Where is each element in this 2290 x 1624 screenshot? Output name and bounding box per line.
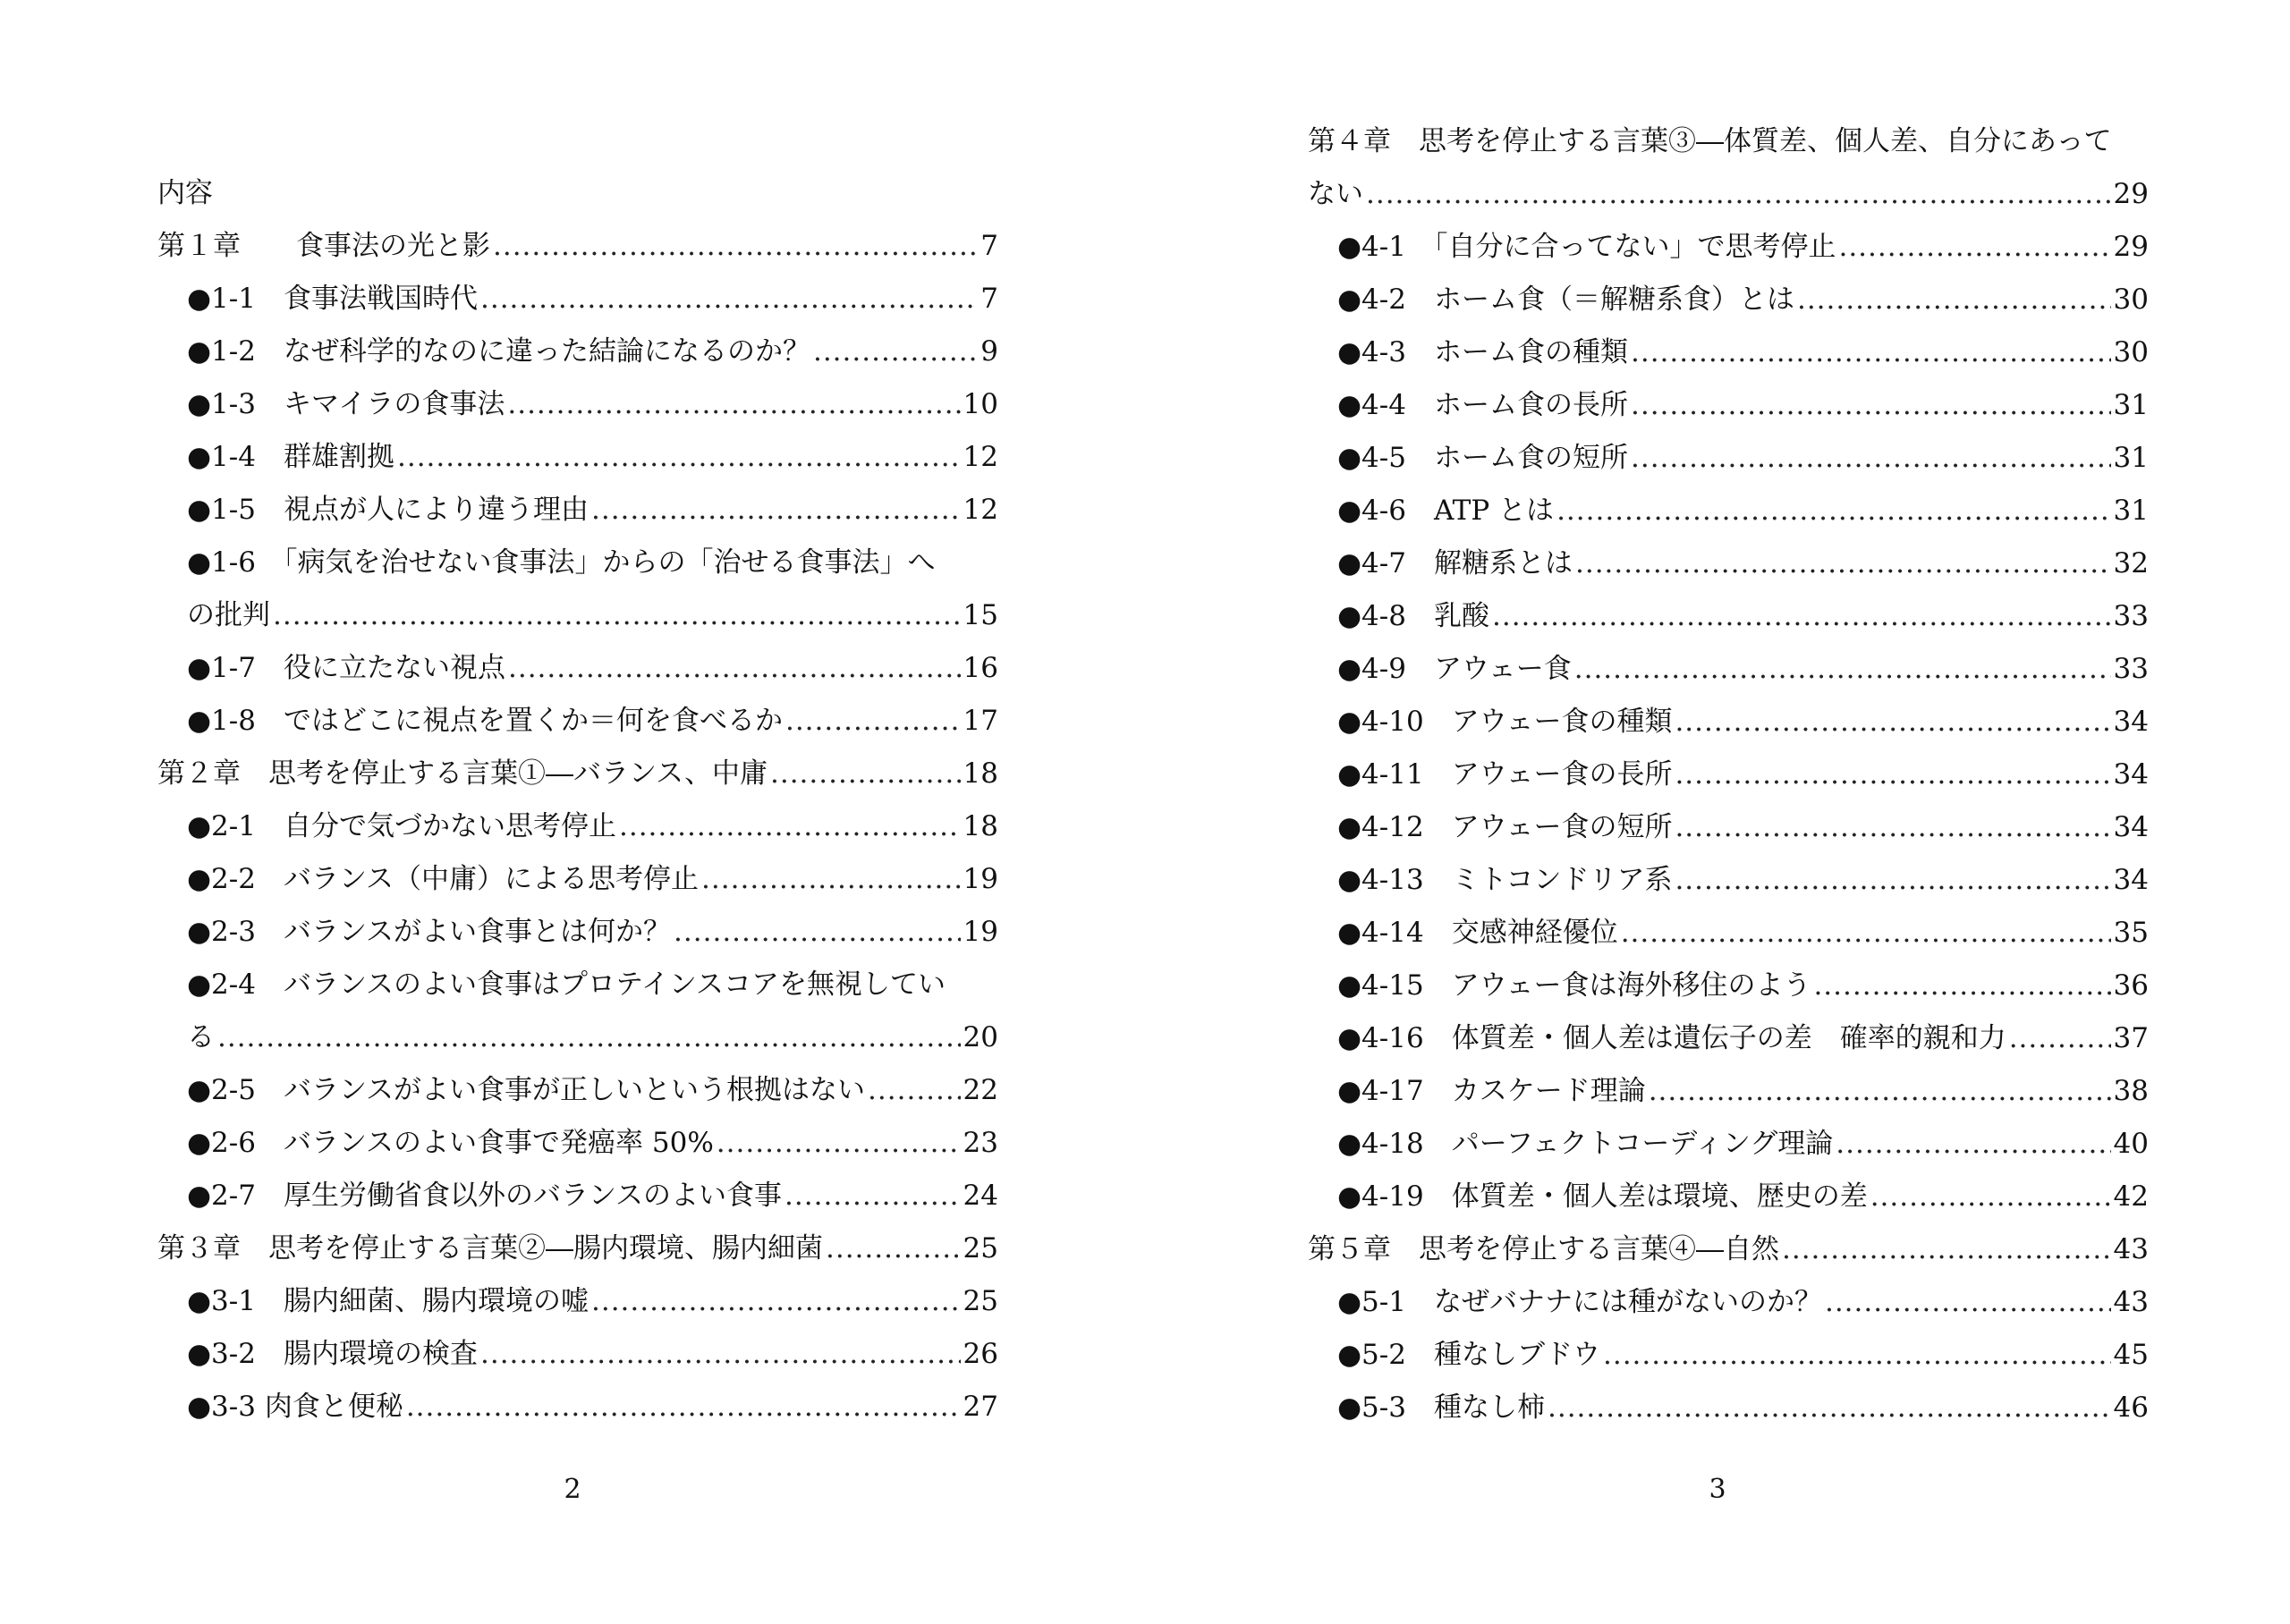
toc-entry-text: ●4-13 ミトコンドリア系 xyxy=(1337,864,1673,896)
toc-section-row[interactable] xyxy=(157,1011,998,1064)
dot-leader xyxy=(217,1011,961,1064)
toc-page-number: 27 xyxy=(963,1391,998,1423)
toc-section-row[interactable] xyxy=(1308,1382,2149,1434)
dot-leader xyxy=(1631,326,2111,379)
toc-page-number: 15 xyxy=(963,599,998,631)
dot-leader xyxy=(1797,274,2111,326)
toc-page-number: 33 xyxy=(2113,653,2149,685)
toc-page-number: 37 xyxy=(2113,1022,2149,1054)
dot-leader xyxy=(1870,1171,2111,1223)
toc-page-number: 19 xyxy=(963,916,998,948)
toc-entry-text: ●4-16 体質差・個人差は遺伝子の差 確率的親和力 xyxy=(1337,1022,2006,1054)
toc-section-row[interactable] xyxy=(157,1275,998,1328)
toc-entry-title[interactable]: 第４章 思考を停止する言葉③―体質差、個人差、自分にあって xyxy=(1308,125,2112,157)
toc-page-number: 34 xyxy=(2113,758,2149,791)
dot-leader xyxy=(480,273,978,326)
toc-page-number: 26 xyxy=(963,1338,998,1370)
dot-leader xyxy=(1492,590,2111,643)
dot-leader xyxy=(717,1117,961,1170)
dot-leader xyxy=(674,906,961,959)
toc-page-number: 19 xyxy=(963,863,998,895)
toc-page-number: 34 xyxy=(2113,706,2149,738)
dot-leader xyxy=(1366,168,2111,221)
toc-entry-text: ●4-2 ホーム食（＝解糖系食）とは xyxy=(1337,283,1794,316)
toc-section-row[interactable] xyxy=(1308,907,2149,960)
toc-entry-text: ●1-3 キマイラの食事法 xyxy=(187,388,505,420)
toc-entry-text: ●4-11 アウェー食の長所 xyxy=(1337,758,1673,791)
toc-entry-text: ●1-7 役に立たない視点 xyxy=(187,652,505,684)
toc-entry-text: 第３章 思考を停止する言葉②―腸内環境、腸内細菌 xyxy=(157,1232,823,1265)
toc-section-row[interactable] xyxy=(1308,1065,2149,1118)
toc-chapter-row[interactable] xyxy=(157,748,998,800)
page-number-left: 2 xyxy=(564,1474,581,1505)
toc-entry-text: ●4-4 ホーム食の長所 xyxy=(1337,389,1628,421)
toc-page-number: 29 xyxy=(2113,178,2149,210)
toc-entry-text: ●5-1 なぜバナナには種がないのか？ xyxy=(1337,1286,1822,1318)
toc-page-number: 25 xyxy=(963,1285,998,1317)
toc-section-row[interactable] xyxy=(157,695,998,748)
dot-leader xyxy=(1649,1065,2111,1118)
toc-entry-text: ●4-9 アウェー食 xyxy=(1337,653,1572,685)
toc-entry-text: ●2-6 バランスのよい食事で発癌率 50% xyxy=(187,1127,714,1159)
toc-page-number: 30 xyxy=(2113,336,2149,368)
toc-page-number: 43 xyxy=(2113,1233,2149,1265)
toc-entry-text: る xyxy=(187,1021,215,1053)
toc-entry-text: ●2-5 バランスがよい食事が正しいという根拠はない xyxy=(187,1074,866,1106)
toc-page-number: 30 xyxy=(2113,283,2149,316)
toc-section-row[interactable] xyxy=(1308,854,2149,907)
toc-page-number: 10 xyxy=(963,388,998,420)
toc-page-number: 34 xyxy=(2113,864,2149,896)
dot-leader xyxy=(591,1275,961,1328)
toc-page-number: 7 xyxy=(980,230,998,262)
toc-entry-text: 第１章 食事法の光と影 xyxy=(157,230,490,262)
toc-section-row[interactable] xyxy=(1308,590,2149,643)
toc-page-number: 9 xyxy=(980,335,998,368)
dot-leader xyxy=(1631,379,2111,432)
toc-section-row[interactable] xyxy=(1308,801,2149,854)
toc-section-row[interactable] xyxy=(1308,643,2149,696)
toc-page-number: 18 xyxy=(963,757,998,790)
toc-section-row[interactable] xyxy=(1308,537,2149,590)
dot-leader xyxy=(1836,1118,2110,1171)
toc-section-row[interactable] xyxy=(157,906,998,959)
toc-chapter-row[interactable] xyxy=(1308,168,2149,221)
toc-page-number: 32 xyxy=(2113,547,2149,579)
toc-entry-text: ●4-18 パーフェクトコーディング理論 xyxy=(1337,1128,1834,1160)
dot-leader xyxy=(591,484,961,537)
toc-entry-text: ●2-1 自分で気づかない思考停止 xyxy=(187,810,616,842)
dot-leader xyxy=(1575,537,2111,590)
toc-entry-text: ●4-1 「自分に合ってない」で思考停止 xyxy=(1337,231,1836,263)
dot-leader xyxy=(397,431,961,484)
toc-entry-title[interactable]: ●1-6 「病気を治せない食事法」からの「治せる食事法」へ xyxy=(187,546,936,579)
toc-entry-text: ●1-1 食事法戦国時代 xyxy=(187,283,478,315)
toc-page-number: 45 xyxy=(2113,1339,2149,1371)
dot-leader xyxy=(770,748,961,800)
toc-chapter-row[interactable] xyxy=(157,1222,998,1275)
toc-page-number: 46 xyxy=(2113,1391,2149,1424)
toc-entry-text: 第２章 思考を停止する言葉①―バランス、中庸 xyxy=(157,757,768,790)
toc-page-number: 7 xyxy=(980,283,998,315)
toc-section-row[interactable] xyxy=(1308,485,2149,537)
toc-section-row[interactable] xyxy=(1308,379,2149,432)
toc-page-number: 18 xyxy=(963,810,998,842)
toc-section-row[interactable] xyxy=(1308,696,2149,749)
toc-entry-text: ●4-15 アウェー食は海外移住のよう xyxy=(1337,969,1811,1002)
toc-entry-text: ●4-6 ATP とは xyxy=(1337,495,1555,527)
toc-section-row[interactable] xyxy=(1308,1118,2149,1171)
toc-section-row[interactable] xyxy=(1308,1329,2149,1382)
toc-entry-text: ●5-3 種なし柿 xyxy=(1337,1391,1545,1424)
toc-page-number: 24 xyxy=(963,1180,998,1212)
toc-entry-title[interactable]: ●2-4 バランスのよい食事はプロテインスコアを無視してい xyxy=(187,968,946,1001)
toc-entry-text: ●2-7 厚生労働省食以外のバランスのよい食事 xyxy=(187,1180,783,1212)
toc-page-number: 25 xyxy=(963,1232,998,1265)
dot-leader xyxy=(1621,907,2111,960)
toc-section-row[interactable] xyxy=(1308,1276,2149,1329)
toc-section-row[interactable] xyxy=(157,1064,998,1117)
toc-entry-text: ●4-7 解糖系とは xyxy=(1337,547,1573,579)
toc-page-number: 20 xyxy=(963,1021,998,1053)
dot-leader xyxy=(826,1222,961,1275)
toc-section-row[interactable] xyxy=(157,378,998,431)
toc-section-row[interactable] xyxy=(1308,221,2149,274)
toc-entries-left xyxy=(157,220,998,1434)
toc-section-row[interactable] xyxy=(157,1170,998,1222)
dot-leader xyxy=(1603,1329,2111,1382)
toc-entry-text: ●3-2 腸内環境の検査 xyxy=(187,1338,478,1370)
toc-section-row[interactable] xyxy=(1308,274,2149,326)
toc-section-row[interactable] xyxy=(1308,960,2149,1012)
dot-leader xyxy=(619,800,961,853)
toc-chapter-row[interactable] xyxy=(157,220,998,273)
toc-section-row[interactable] xyxy=(157,1117,998,1170)
toc-left xyxy=(157,167,998,1434)
toc-chapter-row[interactable] xyxy=(1308,1223,2149,1276)
toc-entry-text: ●1-8 ではどこに視点を置くか＝何を食べるか xyxy=(187,705,783,737)
right-page xyxy=(1145,0,2290,1624)
toc-entry-text: ●1-5 視点が人により違う理由 xyxy=(187,494,589,526)
toc-entry-text: ●4-3 ホーム食の種類 xyxy=(1337,336,1628,368)
toc-entry-text: ●4-12 アウェー食の短所 xyxy=(1337,811,1673,843)
toc-entry-text: の批判 xyxy=(187,599,270,631)
toc-entry-text: ●2-3 バランスがよい食事とは何か？ xyxy=(187,916,672,948)
dot-leader xyxy=(1675,854,2110,907)
dot-leader xyxy=(1782,1223,2111,1276)
dot-leader xyxy=(273,589,961,642)
toc-entry-text: ●4-14 交感神経優位 xyxy=(1337,917,1618,949)
toc-page-number: 43 xyxy=(2113,1286,2149,1318)
dot-leader xyxy=(868,1064,961,1117)
toc-page-number: 16 xyxy=(963,652,998,684)
dot-leader xyxy=(1548,1382,2111,1434)
toc-page-number: 29 xyxy=(2113,231,2149,263)
toc-page-number: 31 xyxy=(2113,442,2149,474)
dot-leader xyxy=(480,1328,961,1381)
toc-section-row[interactable] xyxy=(157,1381,998,1434)
toc-page-number: 38 xyxy=(2113,1075,2149,1107)
toc-entry-text: ●3-3 肉食と便秘 xyxy=(187,1391,403,1423)
toc-page-number: 40 xyxy=(2113,1128,2149,1160)
dot-leader xyxy=(1675,696,2110,749)
page-number-right: 3 xyxy=(1709,1474,1726,1505)
toc-entry-text: 第５章 思考を停止する言葉④―自然 xyxy=(1308,1233,1779,1265)
toc-entries-right xyxy=(1308,115,2149,1434)
toc-section-row[interactable] xyxy=(157,853,998,906)
toc-entry-text: ●4-19 体質差・個人差は環境、歴史の差 xyxy=(1337,1180,1868,1213)
dot-leader xyxy=(406,1381,961,1434)
dot-leader xyxy=(1631,432,2111,485)
toc-page-number: 23 xyxy=(963,1127,998,1159)
dot-leader xyxy=(813,326,978,378)
toc-entry-text: ない xyxy=(1308,178,1363,210)
toc-section-row[interactable] xyxy=(1308,1171,2149,1223)
toc-entry-text: ●2-2 バランス（中庸）による思考停止 xyxy=(187,863,700,895)
toc-section-row[interactable] xyxy=(157,800,998,853)
toc-section-row[interactable] xyxy=(157,326,998,378)
toc-page-number: 31 xyxy=(2113,389,2149,421)
toc-entry-text: ●4-8 乳酸 xyxy=(1337,600,1489,632)
toc-section-row[interactable] xyxy=(157,1328,998,1381)
toc-section-row[interactable] xyxy=(1308,326,2149,379)
toc-page-number: 35 xyxy=(2113,917,2149,949)
dot-leader xyxy=(508,642,961,695)
toc-section-row[interactable] xyxy=(157,484,998,537)
dot-leader xyxy=(1675,801,2110,854)
dot-leader xyxy=(1574,643,2111,696)
dot-leader xyxy=(1825,1276,2111,1329)
dot-leader xyxy=(1838,221,2110,274)
toc-entry-text: ●5-2 種なしブドウ xyxy=(1337,1339,1600,1371)
toc-right xyxy=(1308,115,2149,1434)
toc-heading: 内容 xyxy=(157,177,213,209)
dot-leader xyxy=(785,695,961,748)
dot-leader xyxy=(507,378,960,431)
toc-entry-text: ●4-5 ホーム食の短所 xyxy=(1337,442,1628,474)
toc-section-row[interactable] xyxy=(157,273,998,326)
toc-entry-text: ●1-4 群雄割拠 xyxy=(187,441,394,473)
toc-entry-text: ●4-17 カスケード理論 xyxy=(1337,1075,1646,1107)
toc-section-row[interactable] xyxy=(157,431,998,484)
toc-page-number: 31 xyxy=(2113,495,2149,527)
dot-leader xyxy=(2009,1012,2111,1065)
toc-section-row[interactable] xyxy=(1308,1012,2149,1065)
toc-entry-text: ●3-1 腸内細菌、腸内環境の嘘 xyxy=(187,1285,589,1317)
toc-section-row[interactable] xyxy=(157,589,998,642)
toc-entry-text: ●1-2 なぜ科学的なのに違った結論になるのか？ xyxy=(187,335,810,368)
toc-entry-text: ●4-10 アウェー食の種類 xyxy=(1337,706,1673,738)
toc-section-row[interactable] xyxy=(1308,432,2149,485)
toc-section-row[interactable] xyxy=(157,642,998,695)
dot-leader xyxy=(1813,960,2110,1012)
toc-page-number: 17 xyxy=(963,705,998,737)
dot-leader xyxy=(1675,749,2110,801)
toc-page-number: 42 xyxy=(2113,1180,2149,1213)
toc-page-number: 12 xyxy=(963,494,998,526)
dot-leader xyxy=(701,853,961,906)
toc-page-number: 12 xyxy=(963,441,998,473)
toc-page-number: 22 xyxy=(963,1074,998,1106)
dot-leader xyxy=(493,220,978,273)
toc-page-number: 33 xyxy=(2113,600,2149,632)
toc-section-row[interactable] xyxy=(1308,749,2149,801)
toc-page-number: 36 xyxy=(2113,969,2149,1002)
toc-page-number: 34 xyxy=(2113,811,2149,843)
dot-leader xyxy=(1556,485,2110,537)
dot-leader xyxy=(785,1170,961,1222)
